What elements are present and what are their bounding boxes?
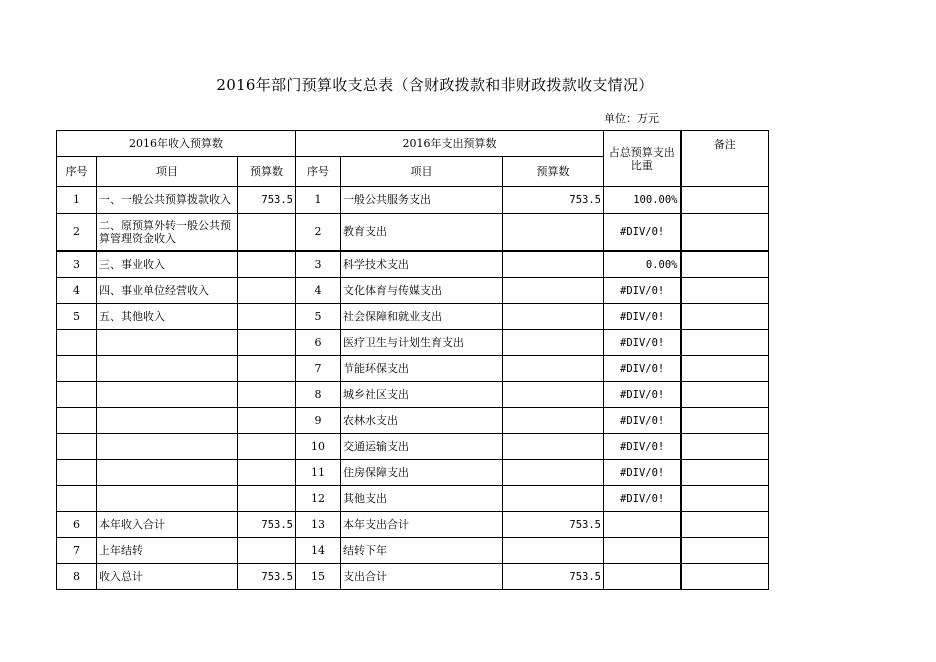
income-item-cell xyxy=(97,460,238,486)
income-seq-cell xyxy=(57,408,97,434)
income-seq-cell: 5 xyxy=(57,304,97,330)
income-amount-cell xyxy=(238,408,296,434)
note-cell xyxy=(681,278,769,304)
note-cell xyxy=(681,408,769,434)
ratio-cell: #DIV/0! xyxy=(604,214,681,252)
expense-amount-cell xyxy=(503,408,604,434)
income-amount-cell xyxy=(238,538,296,564)
income-amount-header: 预算数 xyxy=(238,157,296,187)
income-item-cell: 二、原预算外转一般公共预算管理资金收入 xyxy=(97,214,238,252)
income-amount-cell xyxy=(238,214,296,252)
income-seq-cell: 3 xyxy=(57,251,97,278)
note-cell xyxy=(681,356,769,382)
expense-seq-cell: 5 xyxy=(296,304,341,330)
income-item-cell: 上年结转 xyxy=(97,538,238,564)
expense-amount-cell xyxy=(503,356,604,382)
expense-seq-cell: 6 xyxy=(296,330,341,356)
ratio-cell: #DIV/0! xyxy=(604,330,681,356)
expense-seq-cell: 1 xyxy=(296,187,341,214)
income-item-cell xyxy=(97,330,238,356)
table-row xyxy=(57,382,769,408)
note-cell xyxy=(681,460,769,486)
note-cell xyxy=(681,187,769,214)
expense-item-cell: 社会保障和就业支出 xyxy=(341,304,503,330)
expense-seq-cell: 14 xyxy=(296,538,341,564)
income-item-cell xyxy=(97,434,238,460)
expense-item-cell: 节能环保支出 xyxy=(341,356,503,382)
income-amount-cell xyxy=(238,330,296,356)
ratio-cell: 0.00% xyxy=(604,251,681,278)
ratio-cell: #DIV/0! xyxy=(604,382,681,408)
income-amount-cell: 753.5 xyxy=(238,512,296,538)
table-row xyxy=(57,460,769,486)
note-cell xyxy=(681,486,769,512)
income-seq-header: 序号 xyxy=(57,157,97,187)
header-row-group xyxy=(57,131,769,157)
expense-seq-cell: 8 xyxy=(296,382,341,408)
expense-amount-cell xyxy=(503,486,604,512)
expense-seq-cell: 4 xyxy=(296,278,341,304)
income-seq-cell xyxy=(57,460,97,486)
income-seq-cell: 8 xyxy=(57,564,97,590)
expense-item-cell: 农林水支出 xyxy=(341,408,503,434)
income-seq-cell: 1 xyxy=(57,187,97,214)
ratio-cell: 100.00% xyxy=(604,187,681,214)
expense-item-cell: 住房保障支出 xyxy=(341,460,503,486)
expense-seq-cell: 2 xyxy=(296,214,341,252)
expense-amount-cell xyxy=(503,251,604,278)
income-amount-cell xyxy=(238,486,296,512)
income-amount-cell xyxy=(238,278,296,304)
expense-item-cell: 城乡社区支出 xyxy=(341,382,503,408)
expense-amount-cell xyxy=(503,434,604,460)
note-cell xyxy=(681,214,769,252)
ratio-cell: #DIV/0! xyxy=(604,408,681,434)
income-item-cell: 三、事业收入 xyxy=(97,251,238,278)
table-row xyxy=(57,330,769,356)
ratio-cell: #DIV/0! xyxy=(604,486,681,512)
income-amount-cell xyxy=(238,434,296,460)
income-group-header: 2016年收入预算数 xyxy=(57,131,296,157)
table-row xyxy=(57,278,769,304)
income-seq-cell xyxy=(57,382,97,408)
table-row xyxy=(57,356,769,382)
income-item-cell: 四、事业单位经营收入 xyxy=(97,278,238,304)
income-seq-cell xyxy=(57,356,97,382)
table-row xyxy=(57,187,769,214)
expense-item-cell: 其他支出 xyxy=(341,486,503,512)
income-seq-cell: 7 xyxy=(57,538,97,564)
note-cell xyxy=(681,382,769,408)
expense-group-header: 2016年支出预算数 xyxy=(296,131,604,157)
expense-amount-cell xyxy=(503,278,604,304)
note-cell xyxy=(681,251,769,278)
ratio-cell: #DIV/0! xyxy=(604,434,681,460)
income-item-cell: 一、一般公共预算拨款收入 xyxy=(97,187,238,214)
expense-item-cell: 结转下年 xyxy=(341,538,503,564)
table-row xyxy=(57,486,769,512)
income-item-cell: 收入总计 xyxy=(97,564,238,590)
table-row xyxy=(57,408,769,434)
table-row xyxy=(57,251,769,278)
expense-amount-cell: 753.5 xyxy=(503,187,604,214)
table-row xyxy=(57,214,769,252)
table-row xyxy=(57,564,769,590)
expense-item-header: 项目 xyxy=(341,157,503,187)
unit-label: 单位：万元 xyxy=(604,112,659,125)
expense-item-cell: 教育支出 xyxy=(341,214,503,252)
expense-item-cell: 本年支出合计 xyxy=(341,512,503,538)
expense-seq-cell: 11 xyxy=(296,460,341,486)
ratio-cell xyxy=(604,512,681,538)
expense-seq-cell: 13 xyxy=(296,512,341,538)
note-cell xyxy=(681,512,769,538)
income-amount-cell xyxy=(238,382,296,408)
page-title: 2016年部门预算收支总表（含财政拨款和非财政拨款收支情况） xyxy=(216,76,654,94)
expense-amount-cell xyxy=(503,538,604,564)
expense-seq-header: 序号 xyxy=(296,157,341,187)
table-row xyxy=(57,434,769,460)
expense-item-cell: 医疗卫生与计划生育支出 xyxy=(341,330,503,356)
expense-amount-cell: 753.5 xyxy=(503,564,604,590)
income-amount-cell xyxy=(238,251,296,278)
income-seq-cell xyxy=(57,330,97,356)
ratio-cell xyxy=(604,538,681,564)
income-seq-cell xyxy=(57,486,97,512)
income-seq-cell: 6 xyxy=(57,512,97,538)
income-seq-cell: 4 xyxy=(57,278,97,304)
ratio-cell: #DIV/0! xyxy=(604,304,681,330)
expense-amount-cell xyxy=(503,460,604,486)
table-row xyxy=(57,538,769,564)
ratio-cell: #DIV/0! xyxy=(604,460,681,486)
income-item-cell xyxy=(97,408,238,434)
expense-item-cell: 科学技术支出 xyxy=(341,251,503,278)
expense-seq-cell: 9 xyxy=(296,408,341,434)
expense-item-cell: 支出合计 xyxy=(341,564,503,590)
note-cell xyxy=(681,538,769,564)
income-item-header: 项目 xyxy=(97,157,238,187)
expense-seq-cell: 3 xyxy=(296,251,341,278)
ratio-cell xyxy=(604,564,681,590)
note-cell xyxy=(681,434,769,460)
expense-amount-cell: 753.5 xyxy=(503,512,604,538)
expense-item-cell: 一般公共服务支出 xyxy=(341,187,503,214)
note-cell xyxy=(681,330,769,356)
budget-table xyxy=(56,130,769,590)
expense-seq-cell: 12 xyxy=(296,486,341,512)
income-item-cell xyxy=(97,382,238,408)
expense-amount-cell xyxy=(503,382,604,408)
income-seq-cell: 2 xyxy=(57,214,97,252)
note-cell xyxy=(681,304,769,330)
income-seq-cell xyxy=(57,434,97,460)
expense-amount-header: 预算数 xyxy=(503,157,604,187)
expense-item-cell: 交通运输支出 xyxy=(341,434,503,460)
income-item-cell: 五、其他收入 xyxy=(97,304,238,330)
expense-seq-cell: 15 xyxy=(296,564,341,590)
expense-seq-cell: 10 xyxy=(296,434,341,460)
ratio-cell: #DIV/0! xyxy=(604,356,681,382)
income-item-cell: 本年收入合计 xyxy=(97,512,238,538)
expense-amount-cell xyxy=(503,304,604,330)
income-item-cell xyxy=(97,356,238,382)
income-amount-cell: 753.5 xyxy=(238,187,296,214)
income-amount-cell: 753.5 xyxy=(238,564,296,590)
income-amount-cell xyxy=(238,460,296,486)
note-header: 备注 xyxy=(681,131,769,187)
expense-amount-cell xyxy=(503,214,604,252)
table-row xyxy=(57,512,769,538)
expense-seq-cell: 7 xyxy=(296,356,341,382)
ratio-header: 占总预算支出比重 xyxy=(604,131,681,187)
expense-amount-cell xyxy=(503,330,604,356)
income-amount-cell xyxy=(238,356,296,382)
ratio-cell: #DIV/0! xyxy=(604,278,681,304)
table-row xyxy=(57,304,769,330)
income-amount-cell xyxy=(238,304,296,330)
expense-item-cell: 文化体育与传媒支出 xyxy=(341,278,503,304)
note-cell xyxy=(681,564,769,590)
income-item-cell xyxy=(97,486,238,512)
